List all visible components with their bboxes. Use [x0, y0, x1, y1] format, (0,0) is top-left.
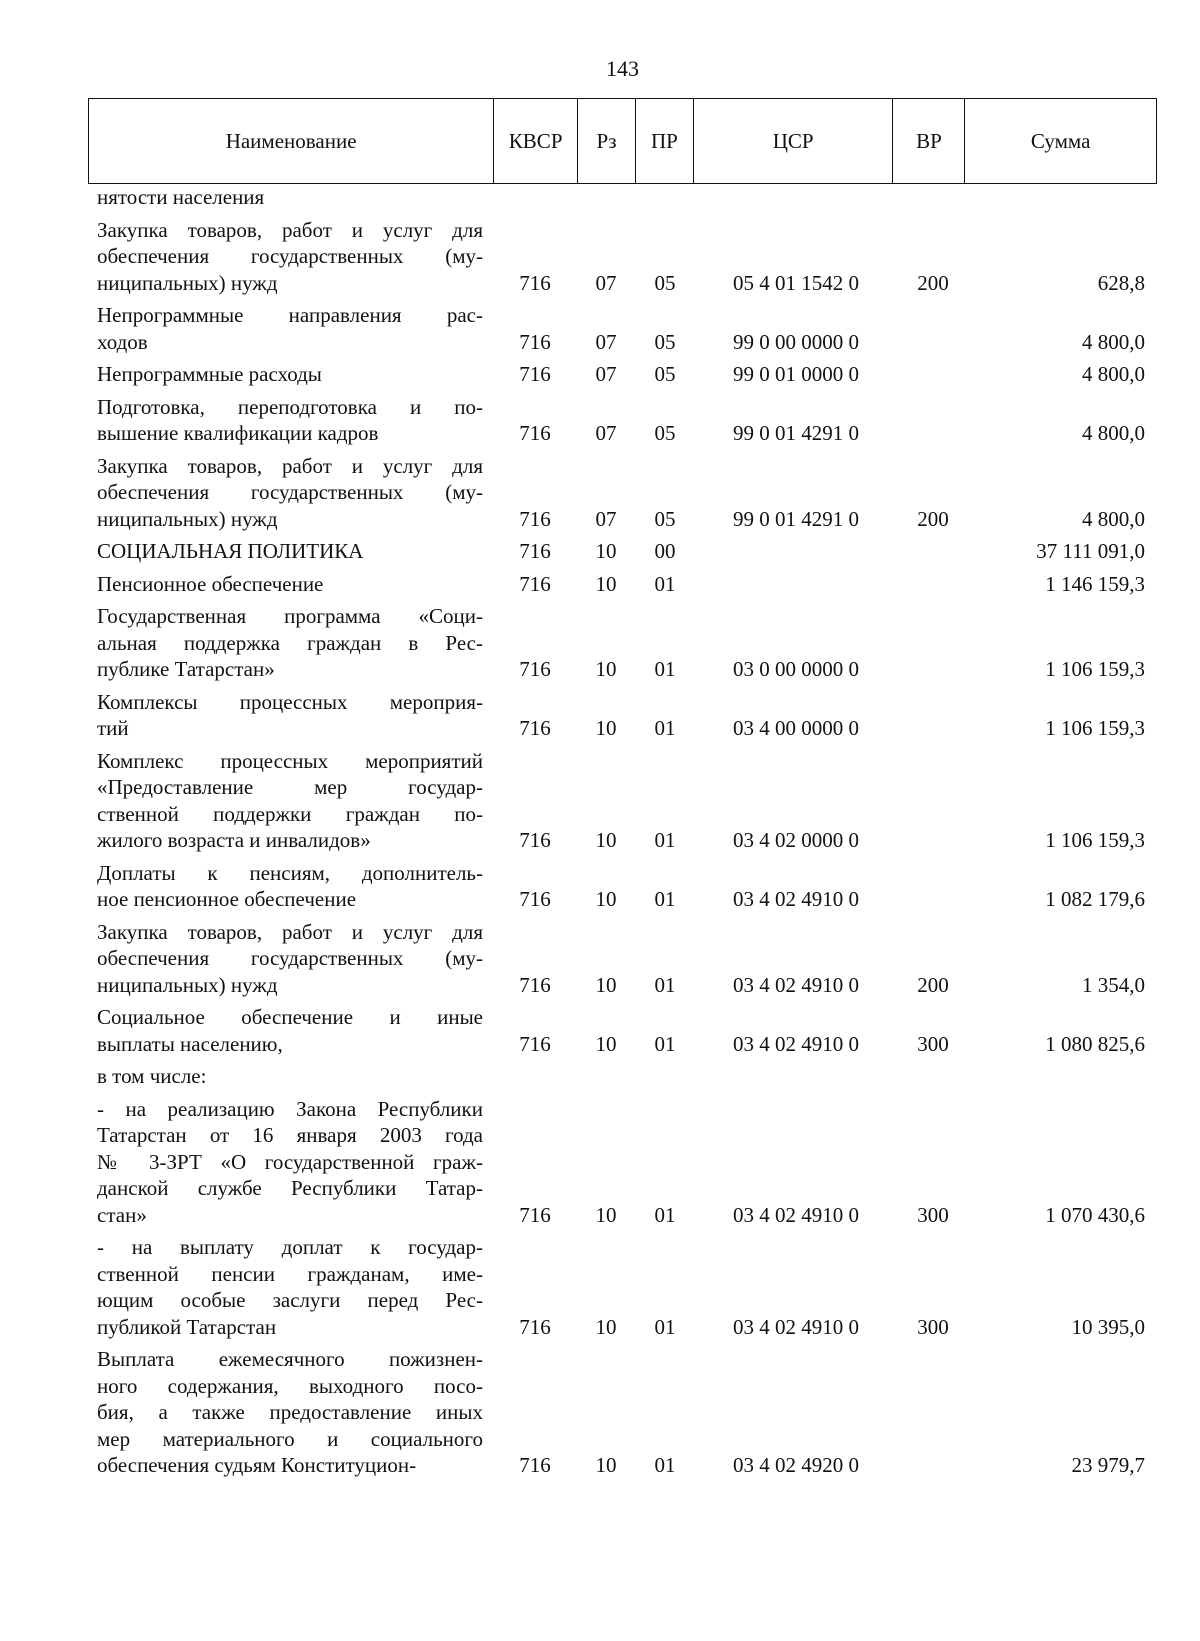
row-vr: 300 — [917, 1202, 949, 1227]
row-sum: 1 354,0 — [1082, 972, 1145, 997]
row-name-line: Комплекс процессных мероприятий — [97, 748, 483, 773]
row-name-line: выплаты населению, — [97, 1031, 283, 1056]
row-rz: 07 — [595, 362, 617, 386]
row-csr: 03 4 02 4910 0 — [733, 972, 859, 997]
row-pr: 05 — [654, 421, 676, 445]
row-csr: 03 4 02 4910 0 — [733, 1202, 859, 1227]
row-rz: 07 — [595, 506, 617, 531]
table-row — [0, 919, 1200, 999]
header-rz: Рз — [578, 99, 636, 183]
row-name-line: ственной поддержки граждан по- — [97, 801, 483, 826]
row-name-line: ющим особые заслуги перед Рес- — [97, 1288, 483, 1312]
row-kvsr: 716 — [519, 270, 551, 295]
table-body — [0, 184, 1200, 1485]
row-rz: 10 — [595, 1031, 617, 1056]
row-name-line: в том числе: — [97, 1064, 207, 1088]
row-name-line: ниципальных) нужд — [97, 270, 278, 295]
row-csr: 03 4 02 4910 0 — [733, 1314, 859, 1339]
row-csr: 99 0 01 0000 0 — [733, 362, 859, 386]
row-kvsr: 716 — [519, 1202, 551, 1227]
row-kvsr: 716 — [519, 362, 551, 386]
row-name-line: ственной пенсии гражданам, име- — [97, 1261, 483, 1286]
row-kvsr: 716 — [519, 828, 551, 852]
row-name-line: обеспечения государственных (му- — [97, 480, 483, 504]
row-sum: 1 106 159,3 — [1045, 716, 1145, 740]
row-kvsr: 716 — [519, 329, 551, 354]
header-kvsr: КВСР — [494, 99, 578, 183]
row-pr: 01 — [654, 887, 676, 911]
row-name-line: Пенсионное обеспечение — [97, 571, 324, 596]
row-vr: 300 — [917, 1314, 949, 1339]
row-vr: 300 — [917, 1031, 949, 1056]
table-row — [0, 748, 1200, 854]
row-pr: 01 — [654, 571, 676, 596]
table-row — [0, 1004, 1200, 1057]
row-name-line: публикой Татарстан — [97, 1314, 277, 1339]
row-name-line: альная поддержка граждан в Рес- — [97, 630, 483, 655]
row-rz: 10 — [595, 972, 617, 997]
row-pr: 01 — [654, 828, 676, 852]
table-row — [0, 184, 1200, 211]
row-name-line: Непрограммные расходы — [97, 362, 322, 386]
row-name-line: ходов — [97, 329, 148, 354]
row-sum: 10 395,0 — [1071, 1314, 1145, 1339]
row-csr: 03 4 02 4910 0 — [733, 1031, 859, 1056]
row-sum: 4 800,0 — [1082, 329, 1145, 354]
row-kvsr: 716 — [519, 657, 551, 681]
row-kvsr: 716 — [519, 887, 551, 911]
row-name-line: публике Татарстан» — [97, 657, 275, 681]
row-name-line: «Предоставление мер государ- — [97, 775, 483, 799]
table-row — [0, 571, 1200, 598]
row-name-line: - на выплату доплат к государ- — [97, 1235, 483, 1259]
row-csr: 03 4 02 4920 0 — [733, 1453, 859, 1477]
row-name-line: стан» — [97, 1202, 147, 1227]
row-pr: 01 — [654, 1314, 676, 1339]
row-pr: 05 — [654, 270, 676, 295]
row-name-line: ного содержания, выходного посо- — [97, 1373, 483, 1398]
row-name-line: тий — [97, 716, 129, 740]
row-name-line: Закупка товаров, работ и услуг для — [97, 453, 483, 478]
header-sum: Сумма — [1030, 128, 1091, 153]
row-name-line: № 3-ЗРТ «О государственной граж- — [97, 1149, 483, 1174]
header-vr: ВР — [893, 99, 965, 183]
row-csr: 03 4 02 4910 0 — [733, 887, 859, 911]
row-csr: 05 4 01 1542 0 — [733, 270, 859, 295]
row-name-line: Комплексы процессных мероприя- — [97, 689, 483, 714]
header-name: Наименование — [89, 99, 494, 183]
row-vr: 200 — [917, 972, 949, 997]
row-name-line: мер материального и социального — [97, 1426, 483, 1451]
row-kvsr: 716 — [519, 571, 551, 596]
row-name-line: ное пенсионное обеспечение — [97, 887, 357, 911]
row-vr: 200 — [917, 270, 949, 295]
row-name-line: СОЦИАЛЬНАЯ ПОЛИТИКА — [97, 539, 364, 563]
row-name-line: Социальное обеспечение и иные — [97, 1005, 483, 1029]
table-row — [0, 860, 1200, 913]
row-kvsr: 716 — [519, 506, 551, 531]
table-row — [0, 603, 1200, 683]
table-row — [0, 689, 1200, 742]
row-rz: 10 — [595, 1202, 617, 1227]
row-name-line: обеспечения судьям Конституцион- — [97, 1453, 417, 1477]
row-csr: 03 0 00 0000 0 — [733, 657, 859, 681]
row-csr: 99 0 01 4291 0 — [733, 421, 859, 445]
row-name-line: Закупка товаров, работ и услуг для — [97, 217, 483, 242]
row-kvsr: 716 — [519, 1453, 551, 1477]
row-pr: 05 — [654, 329, 676, 354]
row-pr: 00 — [654, 539, 676, 563]
row-kvsr: 716 — [519, 1031, 551, 1056]
row-name-line: Государственная программа «Соци- — [97, 604, 483, 628]
row-sum: 1 106 159,3 — [1045, 657, 1145, 681]
row-sum: 4 800,0 — [1082, 421, 1145, 445]
table-row — [0, 453, 1200, 533]
table-row — [0, 1234, 1200, 1340]
row-name-line: ниципальных) нужд — [97, 972, 278, 997]
row-pr: 01 — [654, 1453, 676, 1477]
row-sum: 4 800,0 — [1082, 506, 1145, 531]
row-csr: 99 0 01 4291 0 — [733, 506, 859, 531]
row-csr: 03 4 00 0000 0 — [733, 716, 859, 740]
row-rz: 10 — [595, 887, 617, 911]
row-rz: 10 — [595, 1314, 617, 1339]
table-row — [0, 1063, 1200, 1090]
row-rz: 10 — [595, 539, 617, 563]
row-sum: 1 106 159,3 — [1045, 828, 1145, 852]
row-sum: 1 070 430,6 — [1045, 1202, 1145, 1227]
row-pr: 01 — [654, 1202, 676, 1227]
header-pr: ПР — [636, 99, 694, 183]
table-row — [0, 302, 1200, 355]
row-name-line: вышение квалификации кадров — [97, 421, 379, 445]
row-name-line: обеспечения государственных (му- — [97, 244, 483, 268]
table-row — [0, 1346, 1200, 1479]
row-name-line: - на реализацию Закона Республики — [97, 1096, 483, 1121]
row-kvsr: 716 — [519, 1314, 551, 1339]
row-kvsr: 716 — [519, 716, 551, 740]
header-csr: ЦСР — [694, 99, 894, 183]
row-name-line: Закупка товаров, работ и услуг для — [97, 919, 483, 944]
row-name-line: Подготовка, переподготовка и по- — [97, 394, 483, 419]
table-row — [0, 361, 1200, 388]
row-rz: 10 — [595, 1453, 617, 1477]
row-sum: 628,8 — [1097, 270, 1145, 295]
row-rz: 10 — [595, 716, 617, 740]
page-number: 143 — [606, 56, 639, 81]
row-sum: 1 080 825,6 — [1045, 1031, 1145, 1056]
row-csr: 99 0 00 0000 0 — [733, 329, 859, 354]
row-vr: 200 — [917, 506, 949, 531]
row-sum: 37 111 091,0 — [1036, 539, 1145, 563]
row-pr: 05 — [654, 362, 676, 386]
row-kvsr: 716 — [519, 972, 551, 997]
row-pr: 01 — [654, 657, 676, 681]
row-sum: 4 800,0 — [1082, 362, 1145, 386]
row-sum: 1 146 159,3 — [1045, 571, 1145, 596]
table-row — [0, 394, 1200, 447]
row-rz: 07 — [595, 270, 617, 295]
row-name-line: ниципальных) нужд — [97, 506, 278, 531]
row-name-line: бия, а также предоставление иных — [97, 1400, 483, 1424]
row-csr: 03 4 02 0000 0 — [733, 828, 859, 852]
row-name-line: данской службе Республики Татар- — [97, 1176, 483, 1200]
table-header — [88, 98, 1157, 184]
row-rz: 10 — [595, 828, 617, 852]
row-sum: 23 979,7 — [1071, 1453, 1145, 1477]
row-name-line: Непрограммные направления рас- — [97, 303, 483, 327]
row-pr: 05 — [654, 506, 676, 531]
row-pr: 01 — [654, 972, 676, 997]
row-rz: 07 — [595, 421, 617, 445]
row-name-line: жилого возраста и инвалидов» — [97, 828, 371, 852]
table-row — [0, 1096, 1200, 1229]
row-pr: 01 — [654, 716, 676, 740]
row-name-line: обеспечения государственных (му- — [97, 946, 483, 970]
row-rz: 07 — [595, 329, 617, 354]
row-kvsr: 716 — [519, 421, 551, 445]
row-name-line: Татарстан от 16 января 2003 года — [97, 1123, 483, 1147]
row-sum: 1 082 179,6 — [1045, 887, 1145, 911]
row-pr: 01 — [654, 1031, 676, 1056]
row-rz: 10 — [595, 571, 617, 596]
row-name-line: Доплаты к пенсиям, дополнитель- — [97, 860, 483, 885]
row-name-line: нятости населения — [97, 185, 265, 209]
row-rz: 10 — [595, 657, 617, 681]
row-name-line: Выплата ежемесячного пожизнен- — [97, 1347, 483, 1371]
table-row — [0, 538, 1200, 565]
table-row — [0, 217, 1200, 297]
row-kvsr: 716 — [519, 539, 551, 563]
